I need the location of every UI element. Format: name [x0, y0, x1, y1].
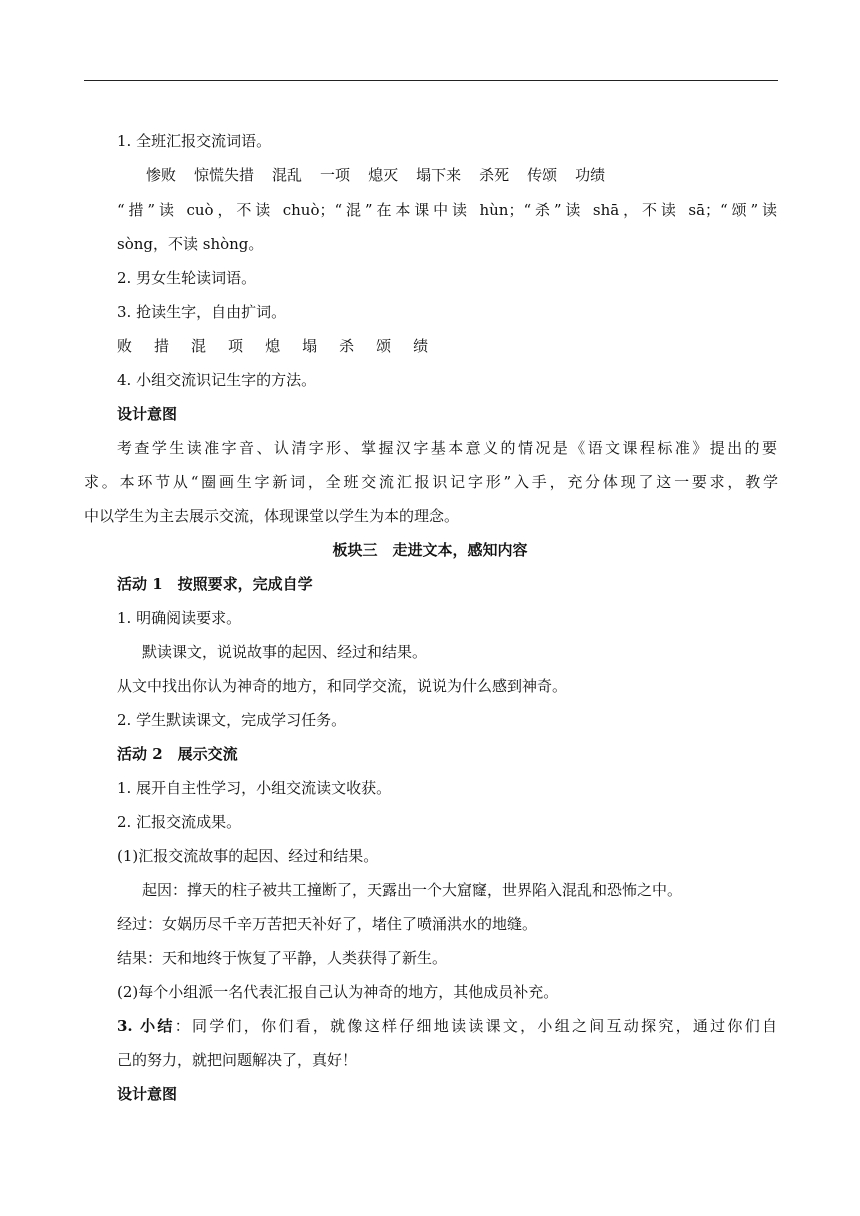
word: 杀死 — [479, 166, 510, 184]
design-intent-heading-2: 设计意图 — [117, 1085, 178, 1103]
char: 颂 — [376, 337, 392, 355]
design-intent-para-1: 考查学生读准字音、认清字形、掌握汉字基本意义的情况是《语文课程标准》提出的要 — [117, 439, 777, 457]
word: 一项 — [320, 166, 351, 184]
char-list — [117, 337, 428, 355]
char: 杀 — [339, 337, 355, 355]
design-intent-heading: 设计意图 — [117, 405, 178, 423]
story-result: 结果：天和地终于恢复了平静，人类获得了新生。 — [117, 949, 448, 967]
reading-requirement-1: 默读课文，说说故事的起因、经过和结果。 — [142, 643, 428, 661]
word-list — [146, 166, 623, 184]
activity-2-substep-1: (1)汇报交流故事的起因、经过和结果。 — [117, 847, 379, 865]
story-cause: 起因：撑天的柱子被共工撞断了，天露出一个大窟窿，世界陷入混乱和恐怖之中。 — [142, 881, 683, 899]
word: 熄灭 — [368, 166, 399, 184]
activity-2-step-2: 2. 汇报交流成果。 — [117, 813, 242, 831]
char: 熄 — [265, 337, 281, 355]
word: 功绩 — [575, 166, 606, 184]
char: 绩 — [413, 337, 429, 355]
design-intent-para-3: 中以学生为主去展示交流，体现课堂以学生为本的理念。 — [84, 507, 460, 525]
char: 塌 — [302, 337, 318, 355]
activity-1-heading: 活动 1 按照要求，完成自学 — [117, 575, 313, 593]
activity-2-step-1: 1. 展开自主性学习，小组交流读文收获。 — [117, 779, 392, 797]
reading-requirement-2: 从文中找出你认为神奇的地方，和同学交流，说说为什么感到神奇。 — [117, 677, 568, 695]
summary-line-2: 己的努力，就把问题解决了，真好！ — [117, 1051, 358, 1069]
step-4: 4. 小组交流识记生字的方法。 — [117, 371, 317, 389]
summary-line-1 — [117, 1017, 777, 1035]
summary-label: 3. 小结 — [117, 1017, 175, 1035]
step-2: 2. 男女生轮读词语。 — [117, 269, 257, 287]
word: 塌下来 — [416, 166, 462, 184]
summary-text: ：同学们，你们看，就像这样仔细地读读课文，小组之间互动探究，通过你们自 — [174, 1017, 777, 1035]
word: 混乱 — [272, 166, 303, 184]
activity-1-step-1: 1. 明确阅读要求。 — [117, 609, 242, 627]
char: 措 — [154, 337, 170, 355]
word: 传颂 — [527, 166, 558, 184]
step-3: 3. 抢读生字，自由扩词。 — [117, 303, 287, 321]
section-title: 板块三 走进文本，感知内容 — [332, 541, 528, 559]
pronunciation-note-2: sòng，不读 shòng。 — [117, 235, 264, 253]
char: 败 — [117, 337, 133, 355]
design-intent-para-2: 求。本环节从“圈画生字新词，全班交流汇报识记字形”入手，充分体现了这一要求，教学 — [84, 473, 778, 491]
story-process: 经过：女娲历尽千辛万苦把天补好了，堵住了喷涌洪水的地缝。 — [117, 915, 538, 933]
step-1: 1. 全班汇报交流词语。 — [117, 132, 272, 150]
word: 惨败 — [146, 166, 177, 184]
activity-2-heading: 活动 2 展示交流 — [117, 745, 238, 763]
activity-2-substep-2: (2)每个小组派一名代表汇报自己认为神奇的地方，其他成员补充。 — [117, 983, 559, 1001]
char: 项 — [228, 337, 244, 355]
pronunciation-note-1: “措”读 cuò，不读 chuò；“混”在本课中读 hùn；“杀”读 shā，不读 sā；“颂”读 — [117, 201, 777, 219]
char: 混 — [191, 337, 207, 355]
header-rule — [84, 80, 778, 81]
word: 惊慌失措 — [194, 166, 255, 184]
activity-1-step-2: 2. 学生默读课文，完成学习任务。 — [117, 711, 347, 729]
